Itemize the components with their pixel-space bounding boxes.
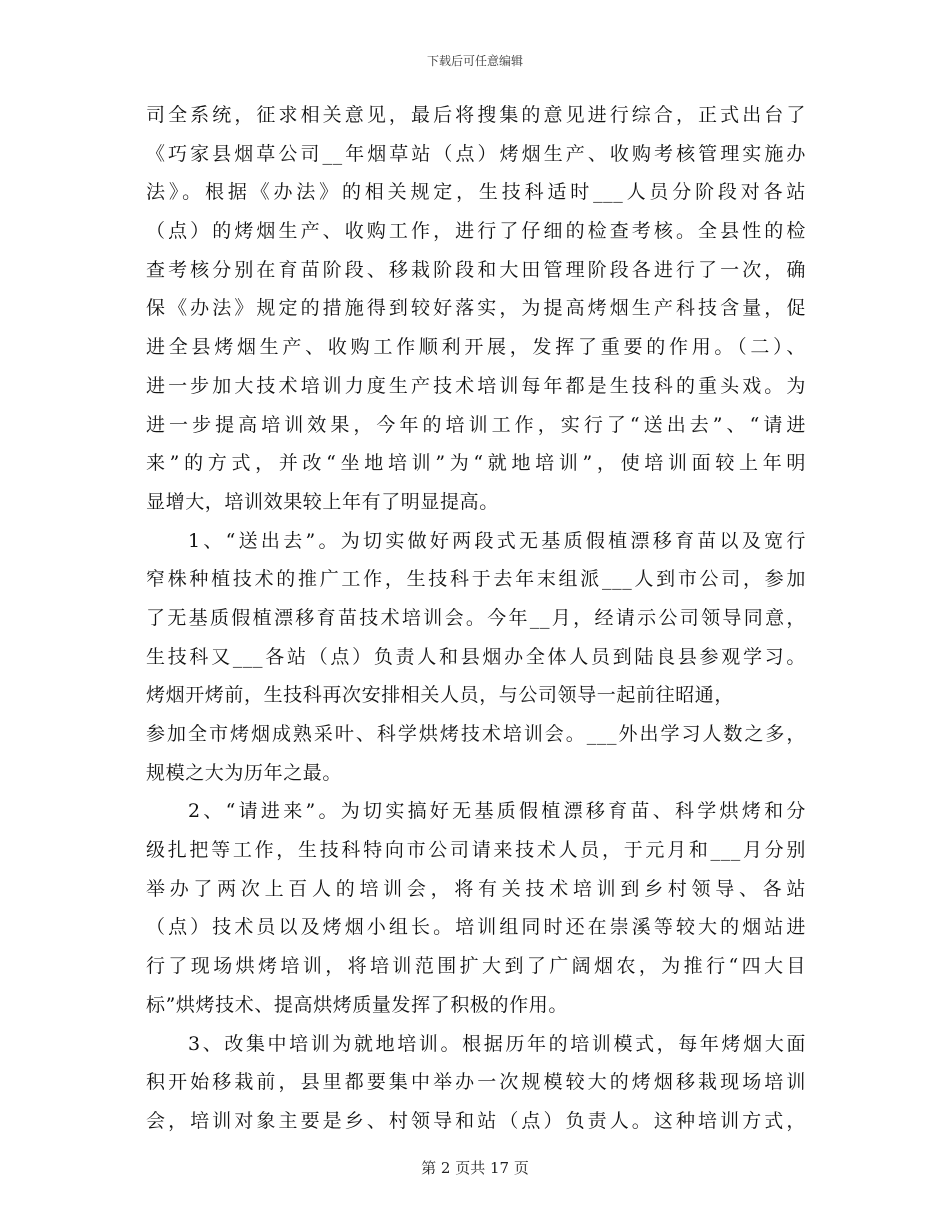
text-line: 保《办法》规定的措施得到较好落实，为提高烤烟生产科技含量，促 (146, 297, 806, 320)
document-body (146, 96, 806, 1141)
text-line: 进一步加大技术培训力度生产技术培训每年都是生技科的重头戏。为 (146, 374, 806, 397)
text-line: 规模之大为历年之最。 (146, 761, 343, 784)
text-line: 查考核分别在育苗阶段、移栽阶段和大田管理阶段各进行了一次，确 (146, 258, 806, 281)
text-line: 举办了两次上百人的培训会，将有关技术培训到乡村领导、各站 (146, 877, 806, 900)
text-line: 来”的方式，并改“坐地培训”为“就地培训”，使培训面较上年明 (146, 452, 806, 475)
text-line: 会，培训对象主要是乡、村领导和站（点）负责人。这种培训方式， (146, 1109, 806, 1132)
text-line: 进全县烤烟生产、收购工作顺利开展，发挥了重要的作用。（二）、 (146, 336, 806, 359)
text-line: 标”烘烤技术、提高烘烤质量发挥了积极的作用。 (146, 993, 568, 1016)
text-line: 了无基质假植漂移育苗技术培训会。今年__月，经请示公司领导同意， (146, 606, 806, 629)
text-line: 司全系统，征求相关意见，最后将搜集的意见进行综合，正式出台了 (146, 104, 806, 126)
text-line: 3、改集中培训为就地培训。根据历年的培训模式，每年烤烟大面 (188, 1032, 806, 1055)
text-line: 《巧家县烟草公司__年烟草站（点）烤烟生产、收购考核管理实施办 (146, 142, 806, 165)
text-line: 1、“送出去”。为切实做好两段式无基质假植漂移育苗以及宽行 (188, 529, 806, 552)
paragraph (146, 792, 806, 1024)
text-line: 参加全市烤烟成熟采叶、科学烘烤技术培训会。___外出学习人数之多， (146, 723, 806, 745)
text-line: （点）的烤烟生产、收购工作，进行了仔细的检查考核。全县性的检 (146, 220, 806, 243)
text-line: 进一步提高培训效果，今年的培训工作，实行了“送出去”、“请进 (146, 413, 806, 436)
paragraph (146, 1025, 806, 1141)
paragraph (146, 522, 806, 793)
page-number-footer: 第 2 页共 17 页 (421, 1159, 529, 1177)
text-line: 2、“请进来”。为切实搞好无基质假植漂移育苗、科学烘烤和分 (188, 800, 806, 823)
page-header: 下载后可任意编辑 (426, 54, 523, 68)
text-line: 生技科又___各站（点）负责人和县烟办全体人员到陆良县参观学习。 (146, 645, 806, 668)
text-line: 法》。根据《办法》的相关规定，生技科适时___人员分阶段对各站 (146, 181, 806, 204)
text-line: 显增大，培训效果较上年有了明显提高。 (146, 490, 499, 513)
text-line: （点）技术员以及烤烟小组长。培训组同时还在崇溪等较大的烟站进 (146, 916, 806, 939)
paragraph (146, 96, 806, 522)
text-line: 积开始移栽前，县里都要集中举办一次规模较大的烤烟移栽现场培训 (146, 1071, 806, 1094)
text-line: 级扎把等工作，生技科特向市公司请来技术人员，于元月和___月分别 (146, 839, 806, 862)
text-line: 窄株种植技术的推广工作，生技科于去年末组派___人到市公司，参加 (146, 568, 806, 591)
text-line: 行了现场烘烤培训，将培训范围扩大到了广阔烟农，为推行“四大目 (146, 955, 806, 978)
text-line: 烤烟开烤前，生技科再次安排相关人员，与公司领导一起前往昭通， (146, 684, 735, 707)
